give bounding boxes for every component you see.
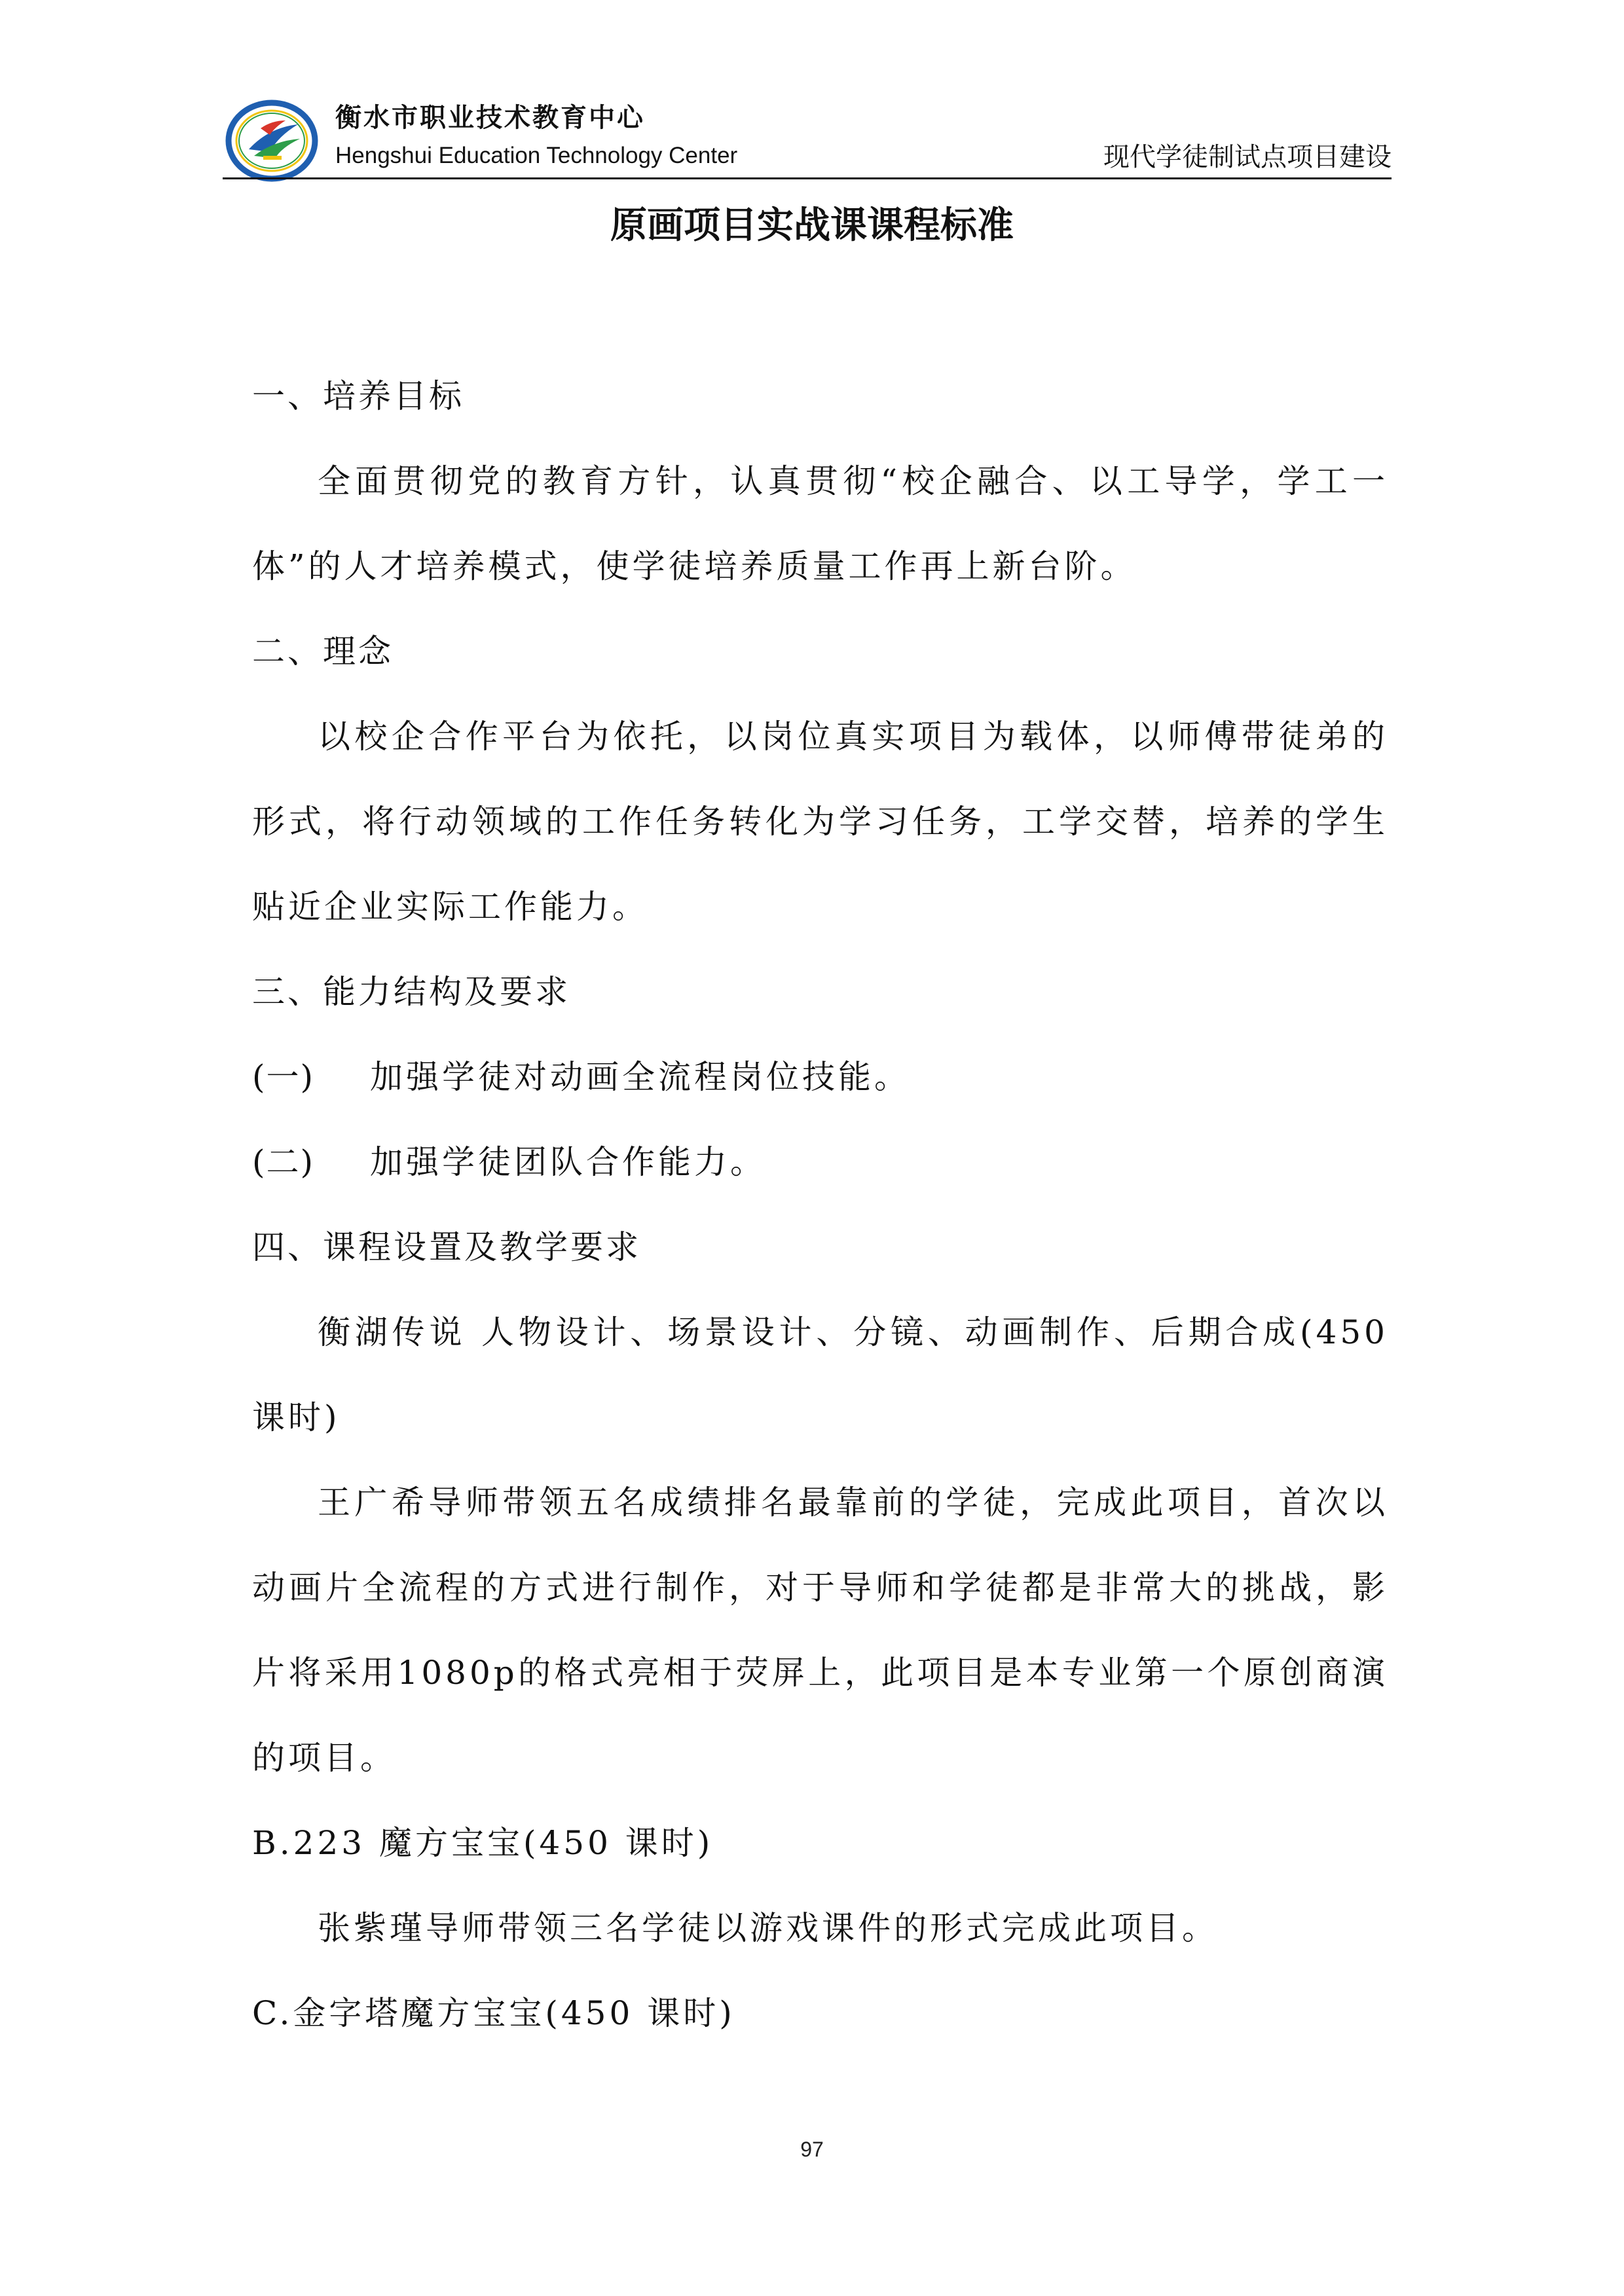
section-paragraph: 张紫瑾导师带领三名学徒以游戏课件的形式完成此项目。	[318, 1909, 1218, 1947]
document-body	[252, 354, 1388, 2056]
section-heading: 三、能力结构及要求	[252, 973, 570, 1011]
section-paragraph: 以校企合作平台为依托，以岗位真实项目为载体，以师傅带徒弟的形式，将行动领域的工作任务转化为学习任务，工学交替，培养的学生贴近企业实际工作能力。	[252, 718, 1388, 926]
org-name-cn: 衡水市职业技术教育中心	[335, 103, 645, 133]
section-paragraph: 全面贯彻党的教育方针，认真贯彻“校企融合、以工导学，学工一体”的人才培养模式，使学徒培养质量工作再上新台阶。	[252, 462, 1388, 585]
org-name-en: Hengshui Education Technology Center	[335, 143, 738, 168]
document-title: 原画项目实战课课程标准	[610, 204, 1014, 247]
section-paragraph: 王广希导师带领五名成绩排名最靠前的学徒，完成此项目，首次以动画片全流程的方式进行制作，对于导师和学徒都是非常大的挑战，影片将采用1080p的格式亮相于荧屏上，此项目是本专业第一个原创商演的项目。	[252, 1484, 1388, 1777]
list-item-number: (一)	[252, 1058, 315, 1096]
section-paragraph: 衡湖传说 人物设计、场景设计、分镜、动画制作、后期合成(450课时)	[252, 1313, 1388, 1436]
page-header	[223, 92, 1392, 179]
section-heading: 二、理念	[252, 632, 394, 670]
list-item-number: (二)	[252, 1143, 315, 1181]
section-heading: 四、课程设置及教学要求	[252, 1228, 641, 1266]
page-number: 97	[800, 2138, 824, 2161]
project-line: B.223 魔方宝宝(450 课时)	[252, 1824, 714, 1862]
list-item-text: 加强学徒团队合作能力。	[370, 1143, 766, 1181]
header-divider	[223, 177, 1392, 179]
list-item	[252, 1034, 1388, 1120]
section-heading: 一、培养目标	[252, 377, 464, 415]
header-project-title: 现代学徒制试点项目建设	[1103, 142, 1392, 172]
list-item-text: 加强学徒对动画全流程岗位技能。	[370, 1058, 910, 1096]
org-logo-icon	[223, 98, 321, 183]
list-item	[252, 1120, 1388, 1205]
project-line: C.金字塔魔方宝宝(450 课时)	[252, 1994, 735, 2032]
